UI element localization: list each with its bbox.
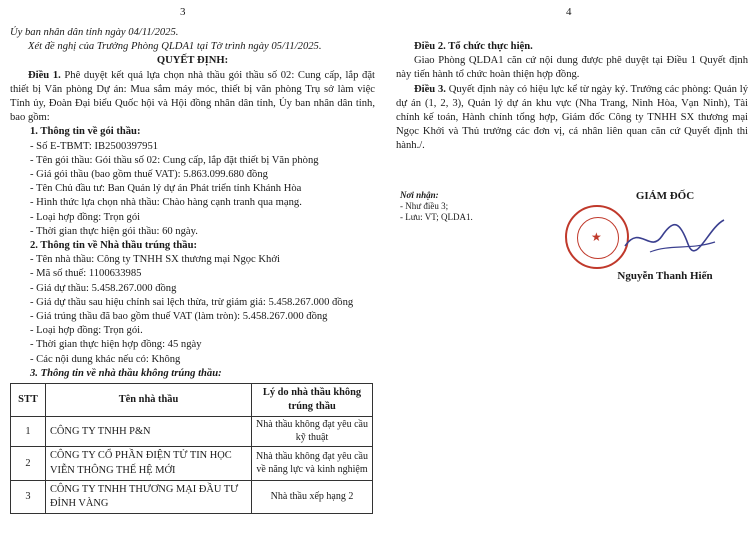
- signature-block: [600, 190, 730, 282]
- section-2-title: 2. Thông tin về Nhà thầu trúng thầu:: [30, 240, 197, 252]
- cell-stt: 2: [11, 447, 46, 480]
- table-row: [11, 480, 373, 513]
- article-2-label: Điều 2. Tổ chức thực hiện.: [414, 41, 533, 52]
- table-row: [11, 417, 373, 447]
- article-1-label: Điều 1.: [28, 69, 61, 81]
- cell-stt: 3: [11, 480, 46, 513]
- table-row: [11, 447, 373, 480]
- col-header-reason: Lý do nhà thầu không trúng thầu: [252, 384, 373, 417]
- article-1: [10, 69, 375, 126]
- left-page: [10, 26, 375, 514]
- recipients-block: [400, 190, 473, 223]
- page-number-left: 3: [180, 6, 186, 18]
- s1-item: - Số E-TBMT: IB2500397951: [30, 140, 159, 152]
- s1-item: - Tên Chủ đầu tư: Ban Quản lý dự án Phát triển tỉnh Khánh Hòa: [30, 183, 302, 195]
- article-1-text: Phê duyệt kết quả lựa chọn nhà thầu gói thầu số 02: Cung cấp, lắp đặt thiết bị Văn phòng Dự án: Mua sắm máy móc, thiết bị văn phòng Trụ sở làm việc Tỉnh ủy, Đoàn Đại biểu Quốc hội và Hội đồng nhân dân tỉnh, Ủy ban nhân dân tỉnh, bao gồm:: [10, 69, 375, 124]
- recipients-title: Nơi nhận:: [400, 190, 439, 200]
- cell-name: CÔNG TY CỔ PHẦN ĐIỆN TỬ TIN HỌC VIỄN THÔNG THẾ HỆ MỚI: [46, 447, 252, 480]
- cell-stt: 1: [11, 417, 46, 447]
- page-number-right: 4: [566, 6, 572, 18]
- intro-line-1: Ủy ban nhân dân tỉnh ngày 04/11/2025.: [10, 27, 179, 38]
- col-header-name: Tên nhà thầu: [46, 384, 252, 417]
- cell-name: CÔNG TY TNHH P&N: [46, 417, 252, 447]
- s2-item: - Giá dự thầu: 5.458.267.000 đồng: [30, 282, 177, 294]
- col-header-stt: STT: [11, 384, 46, 417]
- s2-item: - Mã số thuế: 1100633985: [30, 268, 142, 280]
- cell-reason: Nhà thầu không đạt yêu cầu về năng lực và kinh nghiệm: [252, 447, 373, 480]
- article-3-label: Điều 3.: [414, 83, 446, 95]
- signer-name: Nguyễn Thanh Hiến: [617, 270, 713, 282]
- s2-item: - Giá trúng thầu đã bao gồm thuế VAT (làm tròn): 5.458.267.000 đồng: [30, 311, 328, 323]
- recipient-item: - Như điều 3;: [400, 201, 449, 211]
- section-1-title: 1. Thông tin về gói thầu:: [30, 126, 141, 138]
- article-2-text: Giao Phòng QLDA1 căn cứ nội dung được phê duyệt tại Điều 1 Quyết định này tiến hành tổ chức hoàn thiện hợp đồng.: [396, 55, 748, 81]
- right-page: [396, 40, 748, 154]
- article-3-text: Quyết định này có hiệu lực kể từ ngày ký. Trưởng các phòng: Quản lý dự án (1, 2, 3), Quản lý dự án khu vực (Nha Trang, Ninh Hòa, Vạn Ninh), Tài chính kế toán, Hành chính tổng hợp, Giám đốc Công ty TNHH SX thương mại Ngọc Khởi và Thủ trưởng các đơn vị, cá nhân liên quan căn cứ Quyết định thi hành./.: [396, 83, 748, 152]
- cell-reason: Nhà thầu không đạt yêu cầu kỹ thuật: [252, 417, 373, 447]
- article-3: [396, 83, 748, 154]
- table-header-row: [11, 384, 373, 417]
- losing-bidders-table: [10, 383, 373, 514]
- official-seal-icon: ★: [565, 205, 629, 269]
- section-3-title: 3. Thông tin về nhà thầu không trúng thầu:: [30, 367, 222, 379]
- s2-item: - Giá dự thầu sau hiệu chỉnh sai lệch thừa, trừ giảm giá: 5.458.267.000 đồng: [30, 296, 354, 308]
- intro-line-2: Xét đề nghị của Trưởng Phòng QLDA1 tại Tờ trình ngày 05/11/2025.: [28, 41, 322, 53]
- s2-item: - Loại hợp đồng: Trọn gói.: [30, 325, 143, 337]
- s1-item: - Hình thức lựa chọn nhà thầu: Chào hàng cạnh tranh qua mạng.: [30, 197, 302, 209]
- cell-name: CÔNG TY TNHH THƯƠNG MẠI ĐẦU TƯ ĐỈNH VÀNG: [46, 480, 252, 513]
- s2-item: - Tên nhà thầu: Công ty TNHH SX thương mại Ngọc Khởi: [30, 254, 280, 266]
- recipient-item: - Lưu: VT; QLDA1.: [400, 212, 473, 222]
- s1-item: - Tên gói thầu: Gói thầu số 02: Cung cấp, lắp đặt thiết bị Văn phòng: [30, 154, 319, 166]
- cell-reason: Nhà thầu xếp hạng 2: [252, 480, 373, 513]
- decision-title: QUYẾT ĐỊNH:: [156, 55, 229, 67]
- s1-item: - Loại hợp đồng: Trọn gói: [30, 211, 141, 223]
- s1-item: - Giá gói thầu (bao gồm thuế VAT): 5.863.099.680 đồng: [30, 169, 268, 181]
- s1-item: - Thời gian thực hiện gói thầu: 60 ngày.: [30, 225, 198, 237]
- s2-item: - Thời gian thực hiện hợp đồng: 45 ngày: [30, 339, 202, 351]
- sign-title: GIÁM ĐỐC: [635, 190, 695, 202]
- s2-item: - Các nội dung khác nếu có: Không: [30, 353, 181, 365]
